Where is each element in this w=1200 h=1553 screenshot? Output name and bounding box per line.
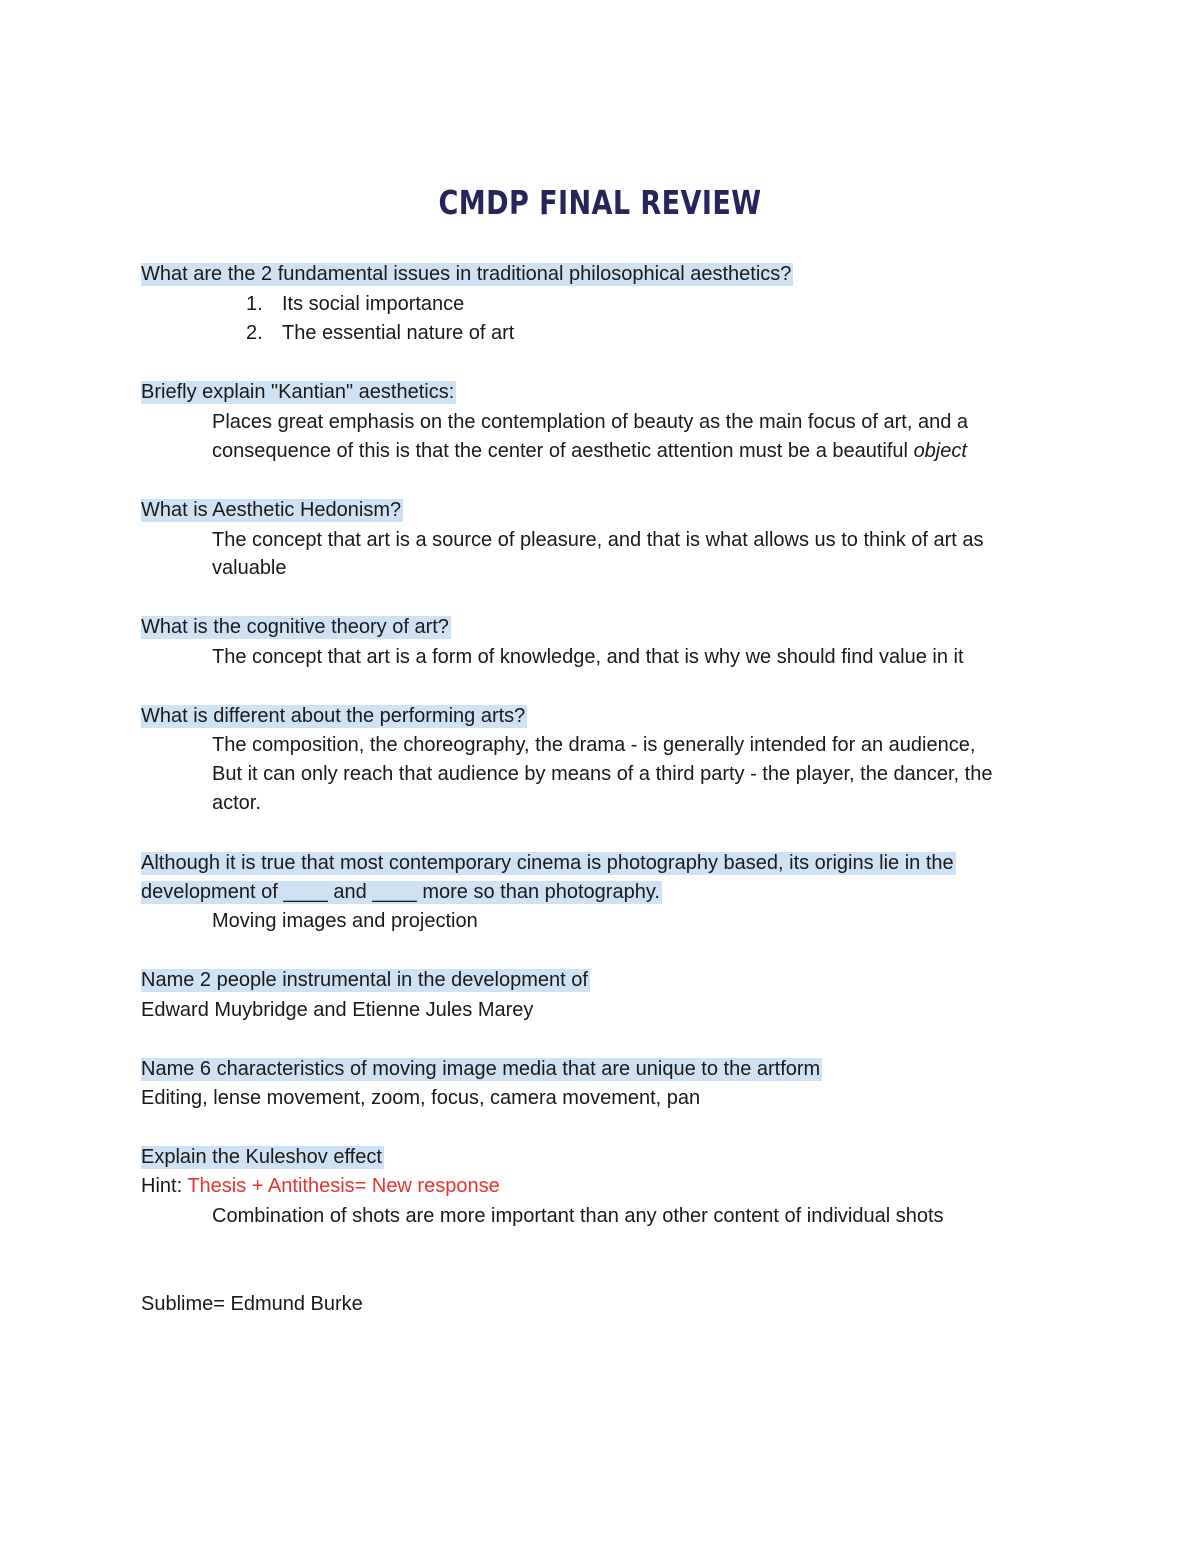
question-highlight: Name 6 characteristics of moving image media that are unique to the artform	[141, 1058, 821, 1080]
answer-line	[212, 437, 967, 466]
answer-line: actor.	[212, 792, 261, 814]
answer-line: Edward Muybridge and Etienne Jules Marey	[141, 999, 534, 1021]
question-highlight: What is Aesthetic Hedonism?	[141, 499, 402, 521]
hint-line	[141, 1172, 500, 1201]
question-8	[141, 1055, 822, 1084]
hint-text: Thesis + Antithesis= New response	[187, 1175, 500, 1197]
answer-line: The concept that art is a source of pleasure, and that is what allows us to think of art as	[212, 529, 984, 551]
question-highlight: Explain the Kuleshov effect	[141, 1146, 382, 1168]
question-1	[141, 260, 793, 289]
answer-italic: object	[913, 440, 967, 462]
page-title: CMDP FINAL REVIEW	[438, 183, 762, 222]
answer-line: The composition, the choreography, the drama - is generally intended for an audience,	[212, 734, 976, 756]
footer-note: Sublime= Edmund Burke	[141, 1293, 363, 1315]
question-highlight: Although it is true that most contemporary cinema is photography based, its origins lie in the	[141, 852, 954, 874]
answer-text: consequence of this is that the center of aesthetic attention must be a beautiful	[212, 440, 914, 462]
answer-line: But it can only reach that audience by means of a third party - the player, the dancer, the	[212, 763, 993, 785]
question-5	[141, 702, 527, 731]
hint-label: Hint:	[141, 1175, 188, 1197]
answer-line: Moving images and projection	[212, 910, 478, 932]
question-highlight: Name 2 people instrumental in the development of	[141, 969, 588, 991]
answer-line: valuable	[212, 557, 287, 579]
list-number: 2.	[246, 322, 263, 344]
answer-line: The concept that art is a form of knowledge, and that is why we should find value in it	[212, 646, 964, 668]
list-text: Its social importance	[282, 293, 465, 315]
question-highlight: development of ____ and ____ more so than photography.	[141, 881, 660, 903]
question-highlight: What are the 2 fundamental issues in traditional philosophical aesthetics?	[141, 263, 792, 285]
question-9	[141, 1143, 384, 1172]
question-2	[141, 378, 456, 407]
answer-line: Editing, lense movement, zoom, focus, camera movement, pan	[141, 1087, 701, 1109]
answer-line: Combination of shots are more important than any other content of individual shots	[212, 1205, 944, 1227]
question-highlight: What is the cognitive theory of art?	[141, 616, 449, 638]
question-highlight: What is different about the performing arts?	[141, 705, 526, 727]
list-item	[246, 319, 514, 348]
question-7	[141, 966, 590, 995]
list-number: 1.	[246, 293, 263, 315]
question-4	[141, 613, 451, 642]
question-6-cont	[141, 878, 662, 907]
question-highlight: Briefly explain "Kantian" aesthetics:	[141, 381, 455, 403]
answer-line: Places great emphasis on the contemplation of beauty as the main focus of art, and a	[212, 411, 969, 433]
list-item	[246, 290, 464, 319]
question-6	[141, 849, 956, 878]
list-text: The essential nature of art	[282, 322, 515, 344]
question-3	[141, 496, 403, 525]
